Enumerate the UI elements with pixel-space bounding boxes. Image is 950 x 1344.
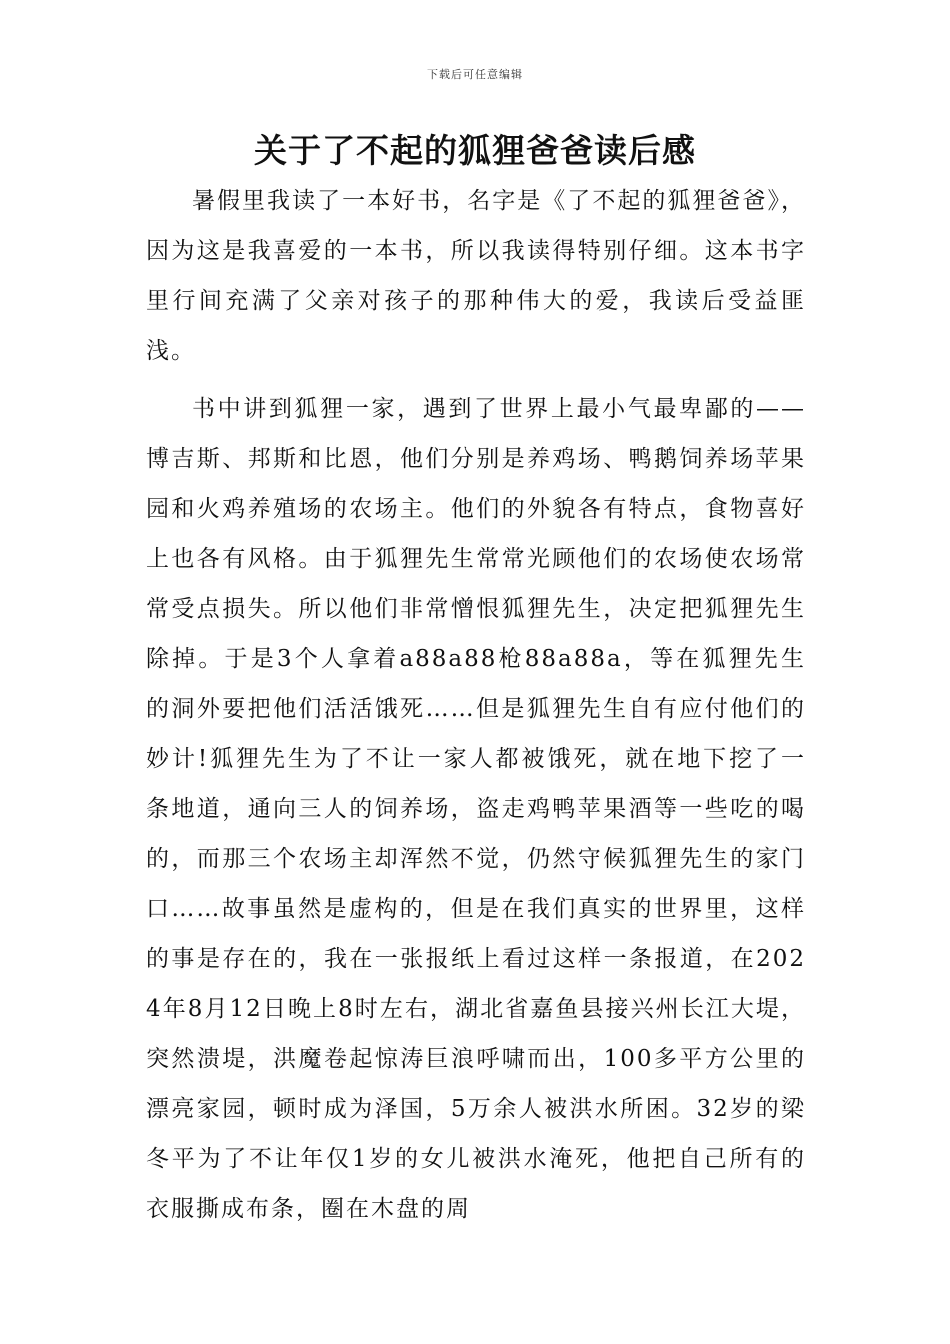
document-title: 关于了不起的狐狸爸爸读后感 bbox=[254, 131, 696, 170]
paragraph-1: 暑假里我读了一本好书，名字是《了不起的狐狸爸爸》，因为这是我喜爱的一本书，所以我读得特别仔细。这本书字里行间充满了父亲对孩子的那种伟大的爱，我读后受益匪浅。 bbox=[146, 188, 806, 364]
paragraph-2: 书中讲到狐狸一家，遇到了世界上最小气最卑鄙的——博吉斯、邦斯和比恩，他们分别是养鸡场、鸭鹅饲养场苹果园和火鸡养殖场的农场主。他们的外貌各有特点，食物喜好上也各有风格。由于狐狸先生常常光顾他们的农场使农场常常受点损失。所以他们非常憎恨狐狸先生，决定把狐狸先生除掉。于是3个人拿着a88a88枪88a88a，等在狐狸先生的洞外要把他们活活饿死……但是狐狸先生自有应付他们的妙计!狐狸先生为了不让一家人都被饿死，就在地下挖了一条地道，通向三人的饲养场，盗走鸡鸭苹果酒等一些吃的喝的，而那三个农场主却浑然不觉，仍然守候狐狸先生的家门口……故事虽然是虚构的，但是在我们真实的世界里，这样的事是存在的，我在一张报纸上看过这样一条报道，在2024年8月12日晚上8时左右，湖北省嘉鱼县接兴州长江大堤，突然溃堤，洪魔卷起惊涛巨浪呼啸而出，100多平方公里的漂亮家园，顿时成为泽国，5万余人被洪水所困。32岁的梁冬平为了不让年仅1岁的女儿被洪水淹死，他把自己所有的衣服撕成布条，圈在木盘的周 bbox=[146, 396, 806, 1222]
document-body bbox=[146, 176, 806, 1242]
header-note: 下载后可任意编辑 bbox=[427, 68, 523, 81]
